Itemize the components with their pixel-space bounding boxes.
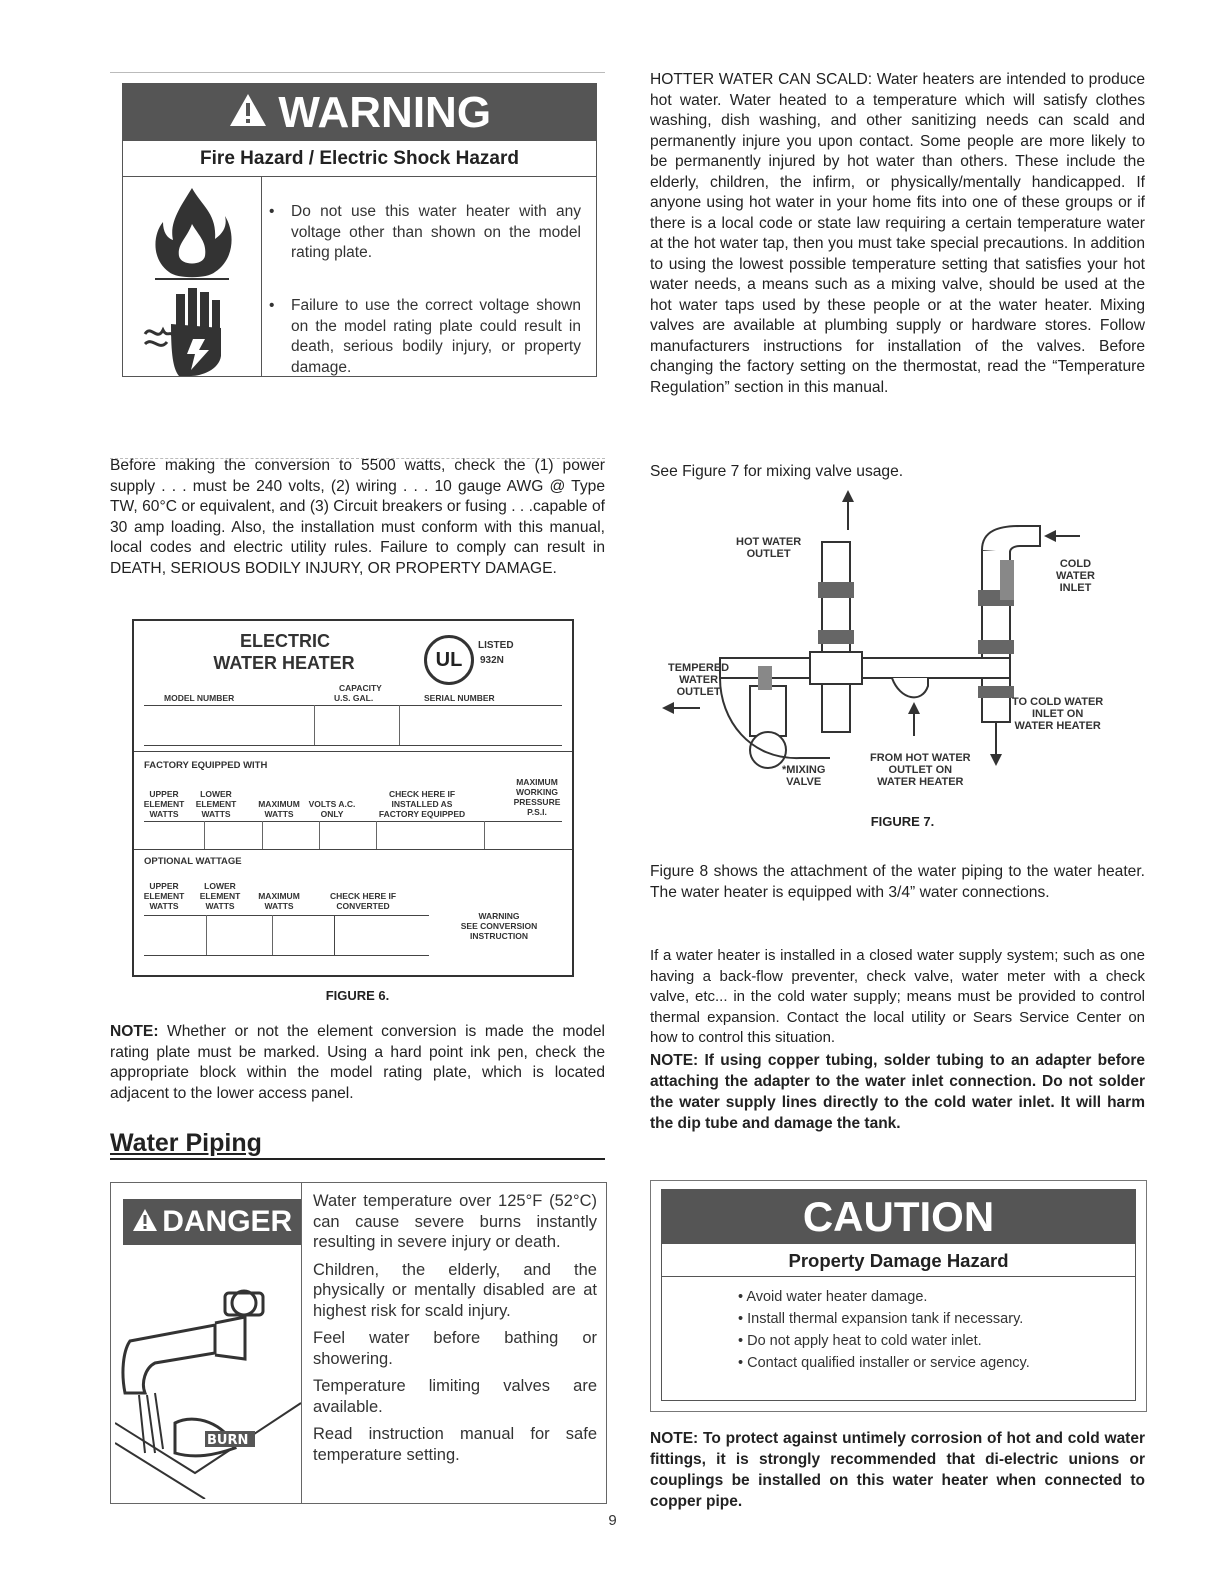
plate-header-upper: UPPER ELEMENT WATTS <box>143 789 185 819</box>
plate-header-pressure: MAXIMUM WORKING PRESSURE P.S.I. <box>513 777 561 817</box>
plate-header-volts: VOLTS A.C. ONLY <box>308 799 356 819</box>
note-copper-tubing: NOTE: If using copper tubing, solder tubing to an adapter before attaching the adapter to the water inlet connection. Do not solder the water supply lines directly to the cold water inlet. It will harm the dip tube and damage the tank. <box>650 1052 1145 1132</box>
danger-triangle-icon <box>132 1208 158 1237</box>
danger-item-1: Water temperature over 125°F (52°C) can cause severe burns instantly resulting in severe injury or death. <box>313 1192 597 1251</box>
see-figure-7: See Figure 7 for mixing valve usage. <box>650 463 904 480</box>
danger-item-3: Feel water before bathing or showering. <box>313 1329 597 1368</box>
warning-box <box>122 83 597 377</box>
plate-listed: LISTED <box>478 640 514 651</box>
caution-bullet-4: • Contact qualified installer or service agency. <box>738 1355 1030 1371</box>
label-hot-water-outlet: HOT WATER OUTLET <box>736 536 802 560</box>
plate-header-check: CHECK HERE IF INSTALLED AS FACTORY EQUIPPED <box>378 789 466 819</box>
closed-system-paragraph: If a water heater is installed in a closed water supply system; such as one having a back-flow preventer, check valve, water meter with a check valve, etc... in the cold water supply; means must be provided to control thermal expansion. Contact the local utility or Sears Service Center on how to control this situation. <box>650 947 1145 1046</box>
warning-bullet-2: • Failure to use the correct voltage shown on the model rating plate could result in death, serious bodily injury, or property damage. <box>269 297 581 376</box>
plate-factory-equipped: FACTORY EQUIPPED WITH <box>144 760 268 771</box>
figure-7-caption: FIGURE 7. <box>870 814 935 829</box>
plate-listed-number: 932N <box>480 655 504 666</box>
plate-opt-maximum: MAXIMUM WATTS <box>258 891 300 911</box>
warning-hazard-title: Fire Hazard / Electric Shock Hazard <box>200 148 519 169</box>
danger-item-2: Children, the elderly, and the physically or mentally disabled are at highest risk for scald injury. <box>313 1260 597 1320</box>
label-tempered-water-outlet: TEMPERED WATER OUTLET <box>668 662 730 698</box>
plate-usgal: U.S. GAL. <box>334 693 374 703</box>
note-dielectric-unions: NOTE: To protect against untimely corrosion of hot and cold water fittings, it is strongly recommended that di-electric unions or couplings be installed on this water heater when connected to copper pipe. <box>650 1430 1145 1510</box>
scald-paragraph: HOTTER WATER CAN SCALD: Water heaters are intended to produce hot water. Water heated to a temperature which will satisfy clothes washing, dish washing, and other sanitizing needs can scald and permanently injure you upon contact. Some people are more likely to be permanently injured by hot water than others. These include the elderly, children, the infirm, or physically/mentally handicapped. If anyone using hot water in your home fits into one of these groups or if there is a local code or state law requiring a certain temperature water at the hot water tap, then you must take special precautions. In addition to using the lowest possible temperature setting that satisfies your hot water needs, a means such as a mixing valve, should be used at the hot water taps used by these people or at the water heater. Mixing valves are available at plumbing supply or hardware stores. Follow manufacturers instructions for installation of the valves. Before changing the factory setting on the thermostat, read the “Temperature Regulation” section in this manual. <box>650 71 1145 396</box>
plate-see-conversion: SEE CONVERSION <box>460 921 538 931</box>
danger-item-5: Read instruction manual for safe temperature setting. <box>313 1425 597 1464</box>
burn-label: BURN <box>207 1433 249 1448</box>
plate-title-2: WATER HEATER <box>213 653 355 673</box>
conversion-paragraph: Before making the conversion to 5500 watts, check the (1) power supply . . . must be 240 volts, (2) wiring . . . 10 gauge AWG @ Type TW, 60°C or equivalent, and (3) Circuit breakers or fusing . . .capable of 30 amp loading. Also, the installation must conform with this manual, local codes and electric utility rules. Failure to comply can result in DEATH, SERIOUS BODILY INJURY, OR PROPERTY DAMAGE. <box>110 457 605 577</box>
label-cold-water-inlet: COLD WATER INLET <box>1056 558 1095 594</box>
label-to-cold-water-inlet: TO COLD WATER INLET ON WATER HEATER <box>1012 696 1104 732</box>
plate-optional-wattage: OPTIONAL WATTAGE <box>144 856 242 867</box>
caution-label <box>650 1180 1147 1412</box>
model-rating-plate <box>132 619 574 977</box>
plate-opt-check: CHECK HERE IF CONVERTED <box>329 891 397 911</box>
caution-banner: CAUTION <box>662 1190 1135 1244</box>
page-number: 9 <box>608 1512 617 1529</box>
plate-opt-lower: LOWER ELEMENT WATTS <box>199 881 241 911</box>
warning-title: WARNING <box>278 88 492 137</box>
warning-bullet-1: • Do not use this water heater with any voltage other than shown on the model rating plate. <box>269 203 581 261</box>
figure-7-mixing-valve-diagram <box>660 490 1145 830</box>
plate-warning: WARNING <box>478 911 520 921</box>
figure-8-paragraph: Figure 8 shows the attachment of the water piping to the water heater. The water heater is equipped with 3/4” water connections. <box>650 863 1145 901</box>
plate-model-number: MODEL NUMBER <box>164 693 235 703</box>
plate-opt-upper: UPPER ELEMENT WATTS <box>143 881 185 911</box>
plate-title-1: ELECTRIC <box>240 631 330 651</box>
caution-bullet-1: • Avoid water heater damage. <box>738 1289 928 1305</box>
plate-instruction: INSTRUCTION <box>469 931 529 941</box>
warning-banner <box>123 84 596 141</box>
label-mixing-valve: *MIXING VALVE <box>782 764 826 788</box>
danger-label <box>110 1182 607 1504</box>
caution-bullet-3: • Do not apply heat to cold water inlet. <box>738 1333 982 1349</box>
section-heading-water-piping: Water Piping <box>110 1128 605 1160</box>
plate-capacity: CAPACITY <box>339 683 382 693</box>
ul-logo: UL <box>424 635 474 685</box>
caution-bullet-2: • Install thermal expansion tank if necessary. <box>738 1311 1024 1327</box>
electric-shock-icon <box>141 284 241 379</box>
caution-hazard-title: Property Damage Hazard <box>788 1250 1009 1271</box>
warning-triangle-icon <box>228 92 268 133</box>
plate-header-lower: LOWER ELEMENT WATTS <box>195 789 237 819</box>
figure-6-caption: FIGURE 6. <box>325 988 390 1003</box>
scalding-faucet-icon <box>115 1273 301 1499</box>
warning-label <box>110 72 605 459</box>
plate-serial-number: SERIAL NUMBER <box>424 693 495 703</box>
caution-bullets <box>738 1286 1118 1374</box>
danger-banner: DANGER <box>123 1199 301 1245</box>
label-from-hot-water-outlet: FROM HOT WATER OUTLET ON WATER HEATER <box>870 752 971 788</box>
note-rating-plate: NOTE: Whether or not the element conversion is made the model rating plate must be marked. Using a hard point ink pen, check the appropriate block within the model rating plate, which is located adjacent to the lower access panel. <box>110 1023 605 1102</box>
fire-icon <box>147 184 237 284</box>
danger-item-4: Temperature limiting valves are available. <box>313 1377 597 1416</box>
plate-header-maximum: MAXIMUM WATTS <box>258 799 300 819</box>
